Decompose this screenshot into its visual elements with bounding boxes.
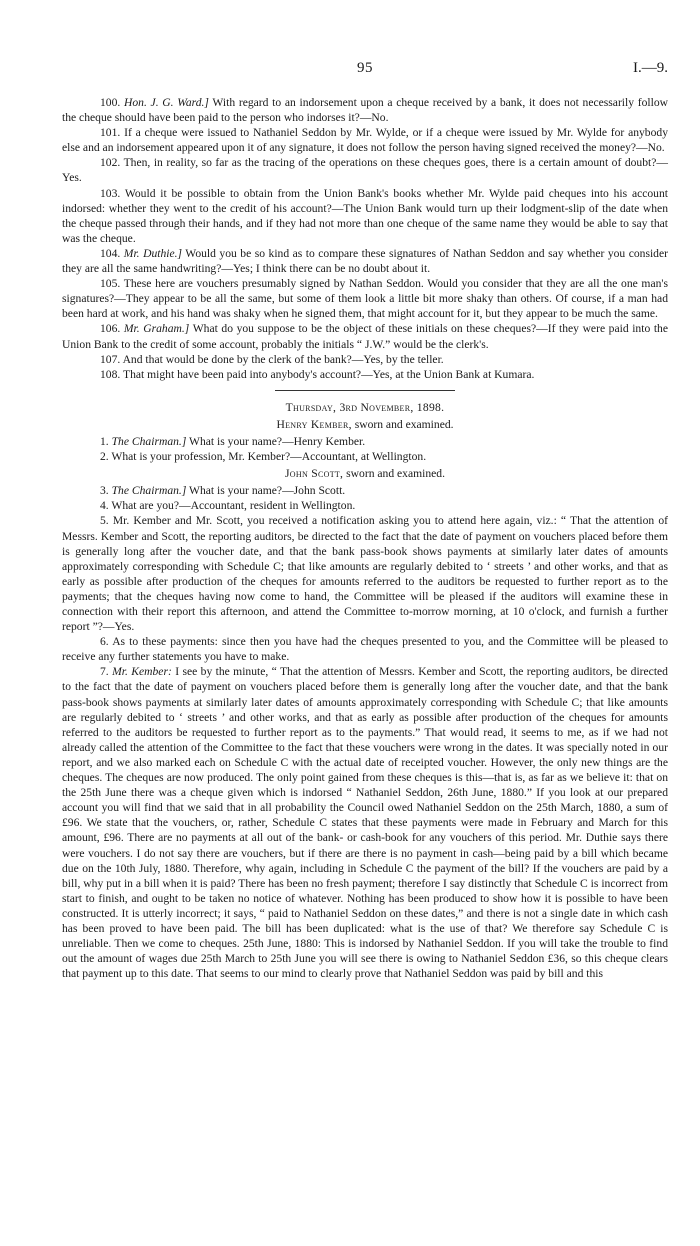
- question-text: What are you?—Accountant, resident in Wellington.: [111, 499, 356, 513]
- speaker-name: Mr. Graham.]: [123, 322, 190, 336]
- question-number: 101.: [100, 126, 121, 140]
- question-number: 105.: [100, 277, 121, 291]
- question-paragraph: [62, 125, 668, 155]
- page-reference: I.—9.: [633, 60, 668, 76]
- question-paragraph: [62, 95, 668, 125]
- section-divider: [275, 390, 455, 391]
- question-paragraph: [62, 155, 668, 185]
- witness-heading-1: [62, 417, 668, 432]
- question-text: As to these payments: since then you have had the cheques presented to you, and the Committee will be pleased to receive any further statements you have to make.: [62, 635, 668, 664]
- speaker-name: Hon. J. G. Ward.]: [124, 96, 209, 109]
- question-number: 3.: [100, 484, 109, 498]
- question-paragraph: [62, 186, 668, 246]
- speaker-name: The Chairman.]: [111, 434, 187, 448]
- question-paragraph: [62, 434, 668, 449]
- question-paragraph: [62, 321, 668, 351]
- question-number: 106.: [100, 322, 121, 336]
- question-paragraph: [62, 246, 668, 276]
- page-body: [62, 95, 668, 981]
- page-header: [62, 60, 668, 80]
- question-paragraph: [62, 498, 668, 513]
- question-paragraph: [62, 352, 668, 367]
- witness-name: Henry Kember,: [276, 417, 352, 431]
- question-paragraph: [62, 367, 668, 382]
- witness-suffix: sworn and examined.: [351, 417, 454, 431]
- page-number: 95: [357, 60, 373, 76]
- speaker-name: Mr. Kember:: [112, 665, 172, 679]
- question-number: 6.: [100, 635, 109, 649]
- question-number: 107.: [100, 352, 121, 366]
- question-text: Would it be possible to obtain from the Union Bank's books whether Mr. Wylde paid cheques into his account indorsed: whether they went to the credit of his account?—The Union Bank would turn up their lodgment-slip of the date when the cheque passed through their hands, and if they had not more than one cheque of the same name they would be able to say that was the cheque.: [62, 186, 668, 245]
- question-number: 5.: [100, 514, 109, 528]
- question-paragraph: [62, 513, 668, 634]
- question-text: What do you suppose to be the object of these initials on these cheques?—If they were paid into the Union Bank to the credit of some account, probably the initials “ J.W.” would be the clerk's.: [62, 322, 668, 351]
- question-number: 104.: [100, 246, 121, 260]
- evidence-section-3: [62, 483, 668, 981]
- question-text: What is your name?—John Scott.: [186, 484, 346, 498]
- question-number: 4.: [100, 499, 109, 513]
- question-paragraph: [62, 449, 668, 464]
- question-paragraph: [62, 634, 668, 664]
- question-number: 100.: [100, 96, 121, 109]
- question-text: With regard to an indorsement upon a cheque received by a bank, it does not necessarily follow the cheque should have been paid to the person who indorses it?—No.: [62, 96, 669, 125]
- question-number: 1.: [100, 434, 109, 448]
- witness-suffix: sworn and examined.: [343, 467, 446, 481]
- question-paragraph: [62, 276, 668, 321]
- question-number: 7.: [100, 665, 109, 679]
- question-text: These here are vouchers presumably signed by Nathan Seddon. Would you consider that they are all the one man's signatures?—They appear to be all the same, but some of them look a little bit more shaky than others. Of course, if a man had been hard at work, and his hand was shaky when he signed them, that might account for it, but they appear to be much the same.: [62, 277, 668, 321]
- witness-heading-2: [62, 466, 668, 481]
- question-text: What is your name?—Henry Kember.: [186, 434, 366, 448]
- question-text: And that would be done by the clerk of the bank?—Yes, by the teller.: [122, 352, 444, 366]
- question-paragraph: [62, 664, 668, 981]
- question-text: That might have been paid into anybody's account?—Yes, at the Union Bank at Kumara.: [123, 367, 535, 381]
- question-text: What is your profession, Mr. Kember?—Accountant, at Wellington.: [111, 450, 427, 464]
- witness-name: John Scott,: [284, 467, 344, 481]
- question-number: 108.: [100, 367, 121, 381]
- question-text: I see by the minute, “ That the attention of Messrs. Kember and Scott, the reporting auditors, be directed to the fact that the date of payment on vouchers placed before them is generally long after the voucher date, and that the bank pass-book shows payments at similarly later dates of amounts approximately corresponding with Schedule C; that like amounts are regularly debited to ‘ streets ’ and other works, and that as early as possible after production of the cheques for amounts referred to the auditors be requested to further report as to the payments.” That would read, it seems to me, as if we had not already called the attention of the Committee to the fact that these vouchers were wrong in the dates. It was specially noted in our report, and we also marked each on Schedule C with the actual date of receipted voucher. However, the only new things are the cheques. The cheques are now produced. The only point gained from these cheques is this—that is, as far as we believe it: that on the 25th June there was a cheque given which is indorsed “ Nathaniel Seddon, 26th June, 1880.” If you look at our prepared account you will find that we said that in all probability the Council owed Nathaniel Seddon on the 25th March, 1880, a sum of £96. We state that the vouchers, or, rather, Schedule C states that these payments were made in February and March for this amount, £96. There are no payments at all out of the bank- or cash-book for any vouchers of this period. Mr. Duthie says there were vouchers. I do not say there are vouchers, but if there are there is no payment in cash—being paid by a bill which became due on the 10th July, 1880. Therefore, why again, including in Schedule C the payment of the bill? If the vouchers are paid by a bill, why put in a bill when it is paid? There has been no fresh payment; therefore I say distinctly that Schedule C is incorrect from start to finish, and ought to be taken no notice of whatever. Nothing has been produced to show how it is possible to have been constructed. It is utterly incorrect; it says, “ paid to Nathaniel Seddon on these dates,” and there is not a single date in which cash has been proved to have been paid. The bill has been duplicated: what is the use of that? We therefore say Schedule C is unreliable. Then we come to cheques. 25th June, 1880: This is indorsed by Nathaniel Seddon. If you will take the trouble to find out the amount of wages due 25th March to 25th June you will see there is owing to Nathaniel Seddon £36, so this cheque clears that payment up to this date. That seems to our mind to clearly prove that Nathaniel Seddon was paid by bill and this: [62, 665, 668, 981]
- question-text: Mr. Kember and Mr. Scott, you received a notification asking you to attend here again, viz.: “ That the attention of Messrs. Kember and Scott, the reporting auditors, be directed to the fact that the date of payment on vouchers placed before them is generally long after the voucher date, and that the bank pass-book shows payments at similarly later dates of amounts approximately corresponding with Schedule C; that like amounts are regularly debited to ‘ streets ’ and other works, and that as early as possible after production of the cheques for amounts referred to the auditors be requested to further report as to the payments; that the cheques having now come to hand, the Committee will be pleased if the auditors will examine these in connection with their report this afternoon, and attend the Committee to-morrow morning, at 10 o'clock, and furnish a further report ”?—Yes.: [62, 514, 668, 634]
- question-number: 103.: [100, 186, 121, 200]
- question-paragraph: [62, 483, 668, 498]
- question-text: Then, in reality, so far as the tracing of the operations on these cheques goes, there is a certain amount of doubt?—Yes.: [62, 156, 668, 185]
- question-text: Would you be so kind as to compare these signatures of Nathan Seddon and say whether you consider they are all the same handwriting?—Yes; I think there can be no doubt about it.: [62, 246, 668, 276]
- speaker-name: The Chairman.]: [111, 484, 187, 498]
- question-text: If a cheque were issued to Nathaniel Seddon by Mr. Wylde, or if a cheque were issued by Mr. Wylde for anybody else and an indorsement appeared upon it of any signature, it does not follow the person having signed received the money?—No.: [62, 126, 668, 155]
- evidence-section-1: [62, 95, 668, 382]
- speaker-name: Mr. Duthie.]: [123, 246, 183, 260]
- date-heading: Thursday, 3rd November, 1898.: [285, 400, 445, 414]
- question-number: 102.: [100, 156, 121, 170]
- evidence-section-2: [62, 434, 668, 464]
- question-number: 2.: [100, 450, 109, 464]
